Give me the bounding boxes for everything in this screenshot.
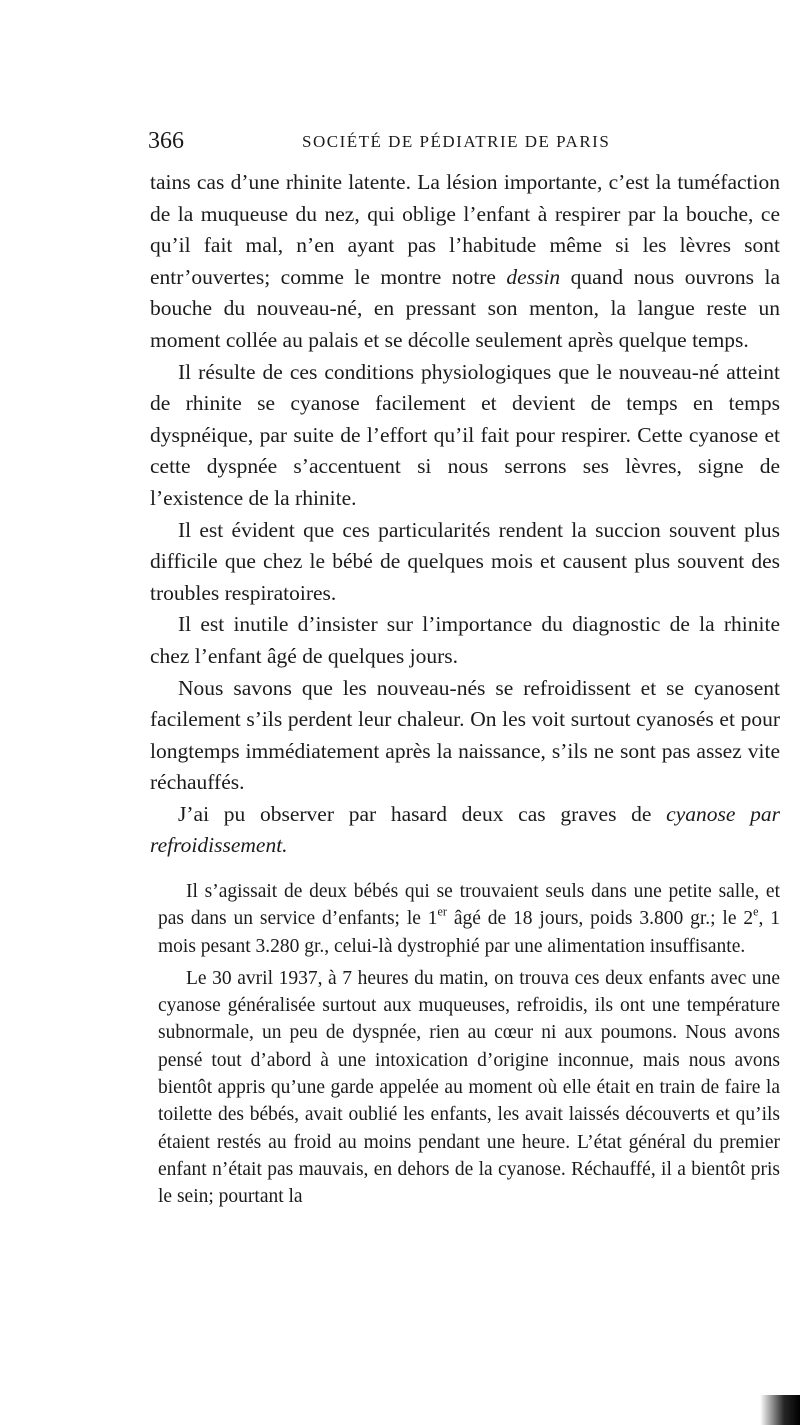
page-header [148,128,788,160]
paragraph-5: Nous savons que les nouveau-nés se refroidissent et se cyanosent facilement s’ils perdent leur chaleur. On les voit surtout cyanosés et pour longtemps immédiatement après la naissance, s’ils ne sont pas assez vite réchauffés. [150,675,780,795]
running-title: SOCIÉTÉ DE PÉDIATRIE DE PARIS [302,132,611,151]
case-report [158,878,780,1211]
paragraph-1: tains cas d’une rhinite latente. La lésion importante, c’est la tuméfaction de la muqueuse du nez, qui oblige l’enfant à respirer par la bouche, ce qu’il fait mal, n’en ayant pas l’habitude même si les lèvres sont entr’ouvertes; comme le montre notre dessin quand nous ouvrons la bouche du nouveau-né, en pressant son menton, la langue reste un moment collée au palais et se décolle seulement après quelque temps. [150,170,780,352]
page-gutter-shadow [760,1395,800,1425]
emphasis: cyanose par refroidissement. [150,801,780,858]
paragraph-6: J’ai pu observer par hasard deux cas graves de cyanose par refroidissement. [150,801,780,858]
case-paragraph-2: Le 30 avril 1937, à 7 heures du matin, on trouva ces deux enfants avec une cyanose généralisée surtout aux muqueuses, refroidis, ils ont une température subnormale, un peu de dyspnée, rien au cœur ni aux poumons. Nous avons pensé tout d’abord à une intoxication d’origine inconnue, mais nous avons bientôt appris qu’une garde appelée au moment où elle était en train de faire la toilette des bébés, avait oublié les enfants, les avait laissés découverts et qu’ils étaient restés au froid au moins pendant une heure. L’état général du premier enfant n’était pas mauvais, en dehors de la cyanose. Réchauffé, il a bientôt pris le sein; pourtant la [158,967,780,1208]
page-number: 366 [148,128,184,154]
case-paragraph-1: Il s’agissait de deux bébés qui se trouvaient seuls dans une petite salle, et pas dans un service d’enfants; le 1er âgé de 18 jours, poids 3.800 gr.; le 2e, 1 mois pesant 3.280 gr., celui-là dystrophié par une alimentation insuffisante. [158,881,781,957]
emphasis: dessin [506,264,561,289]
main-text [150,167,780,862]
paragraph-2: Il résulte de ces conditions physiologiques que le nouveau-né atteint de rhinite se cyanose facilement et devient de temps en temps dyspnéique, par suite de l’effort qu’il fait pour respirer. Cette cyanose et cette dyspnée s’accentuent si nous serrons ses lèvres, signe de l’existence de la rhinite. [150,359,780,510]
paragraph-3: Il est évident que ces particularités rendent la succion souvent plus difficile que chez le bébé de quelques mois et causent plus souvent des troubles respiratoires. [150,517,780,605]
paragraph-4: Il est inutile d’insister sur l’importance du diagnostic de la rhinite chez l’enfant âgé de quelques jours. [150,612,780,668]
